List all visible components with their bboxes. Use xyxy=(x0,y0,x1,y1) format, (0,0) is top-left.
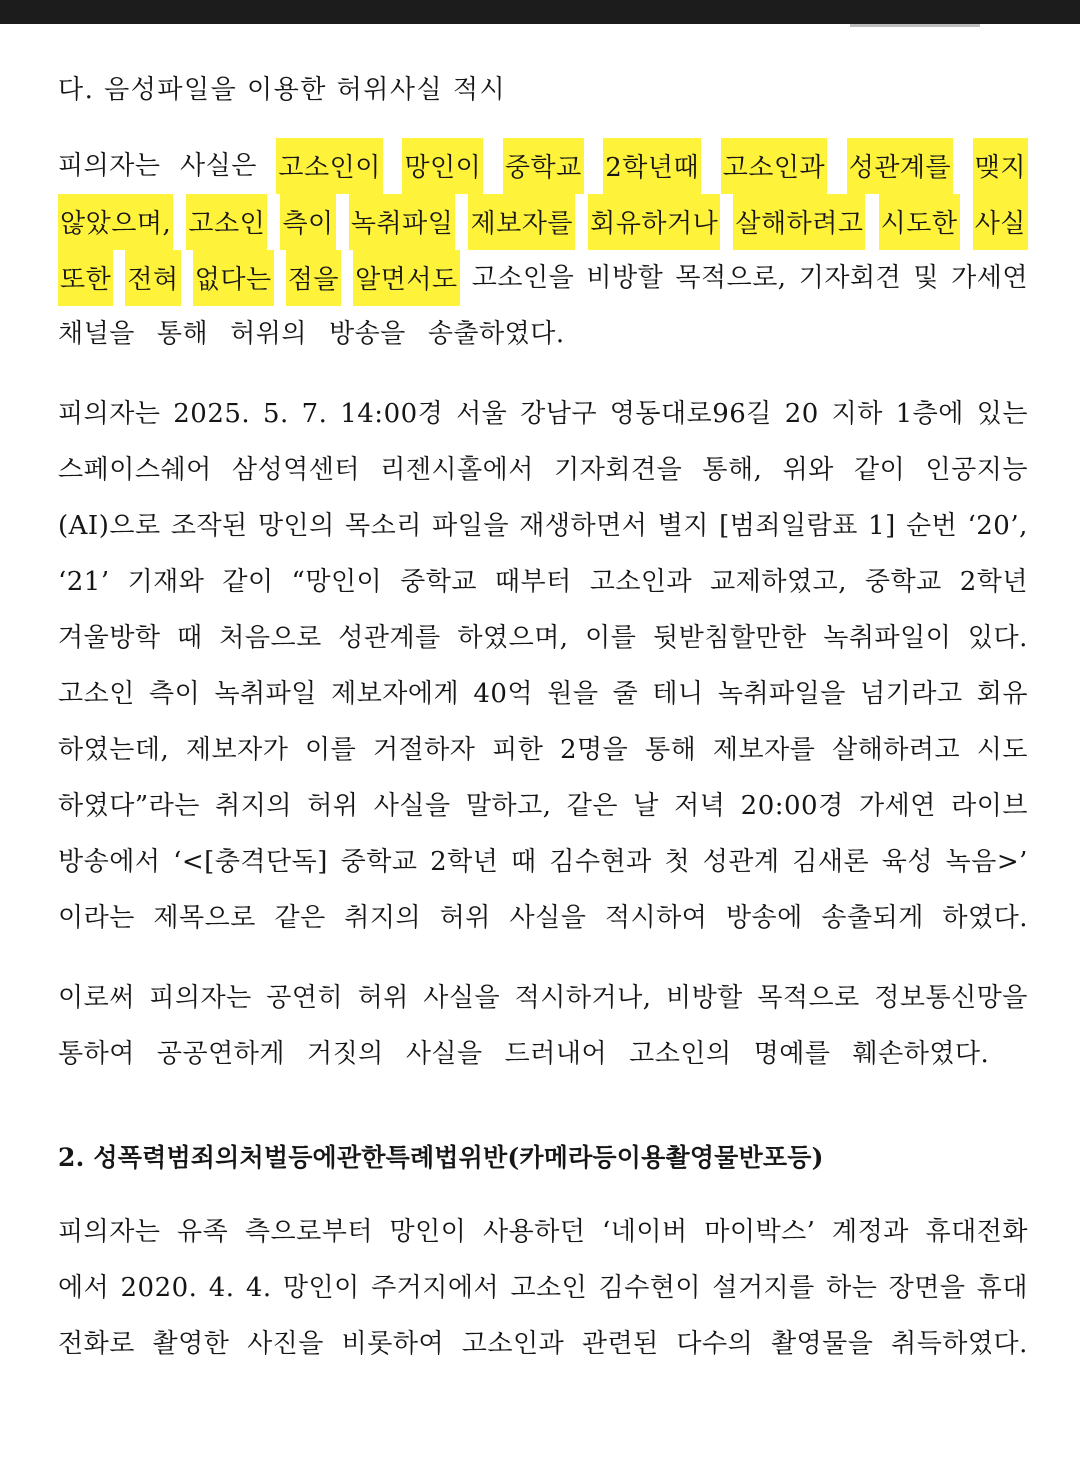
word: 망인이 xyxy=(282,1273,360,1303)
word: 및 xyxy=(913,263,939,293)
word: 별지 xyxy=(657,511,709,541)
word: 교제하였고, xyxy=(710,567,847,597)
highlighted-word: 고소인과 xyxy=(721,138,827,194)
word: 하였는데, xyxy=(58,735,170,765)
top-status-bar xyxy=(0,0,1080,24)
word: 피의자는 xyxy=(58,1217,161,1247)
word: 장면을 xyxy=(888,1273,966,1303)
text-line xyxy=(58,778,1028,834)
word: 40억 xyxy=(473,679,534,709)
word: 계정과 xyxy=(832,1217,909,1247)
word: 고소인과 xyxy=(589,567,693,597)
text-line xyxy=(58,498,1028,554)
document-page xyxy=(58,62,1028,1396)
word: 통해 xyxy=(644,735,697,765)
word: 4. xyxy=(245,1273,272,1303)
word: 촬영물을 xyxy=(770,1329,874,1359)
word: 피한 xyxy=(492,735,544,765)
word: 지하 xyxy=(831,399,883,429)
word: 유족 xyxy=(177,1217,229,1247)
word: 뒷받침할만한 xyxy=(652,623,807,653)
word: 제보자가 xyxy=(185,735,289,765)
highlighted-word: 제보자를 xyxy=(468,194,574,250)
word: 회유 xyxy=(976,679,1028,709)
word: 제보자에게 xyxy=(331,679,460,709)
word: 촬영한 xyxy=(152,1329,230,1359)
word: 전화로 xyxy=(58,1329,135,1359)
word: 가세연 xyxy=(951,263,1028,293)
word: 마이박스’ xyxy=(704,1217,816,1247)
word: (AI)으로 xyxy=(58,511,161,541)
word: 통해, xyxy=(702,455,763,485)
word: 공연히 xyxy=(266,983,344,1013)
word: 같이 xyxy=(854,455,906,485)
word: 다수의 xyxy=(676,1329,754,1359)
word: 적시하거나, xyxy=(514,983,652,1013)
word: 김새론 xyxy=(792,847,870,877)
word: 피의자는 xyxy=(58,399,161,429)
highlighted-word: 중학교 xyxy=(503,138,584,194)
word: 휴대 xyxy=(976,1273,1028,1303)
word: 측이 xyxy=(149,679,201,709)
highlighted-word: 측이 xyxy=(280,194,335,250)
highlighted-word: 녹취파일 xyxy=(349,194,455,250)
word: 거절하자 xyxy=(372,735,476,765)
word: 목적으로, xyxy=(675,263,787,293)
word: 하였다”라는 xyxy=(58,791,200,821)
word: 5. xyxy=(263,399,289,429)
word: 1층에 xyxy=(895,399,964,429)
word: 허위 xyxy=(439,903,491,933)
word: 사실을 xyxy=(509,903,587,933)
word: 피의자는 xyxy=(58,151,161,181)
word: ‘21’ xyxy=(58,567,110,597)
word: 이를 xyxy=(305,735,357,765)
word: 망인의 xyxy=(257,511,335,541)
text-line xyxy=(58,834,1028,890)
word: 거짓의 xyxy=(306,1039,384,1069)
word: 라이브 xyxy=(951,791,1028,821)
word: 조작된 xyxy=(170,511,248,541)
highlighted-word: 또한 xyxy=(58,250,113,306)
paragraph xyxy=(58,970,1028,1082)
word: 허위 xyxy=(357,983,409,1013)
word: 하였으며, xyxy=(457,623,569,653)
word: 7. xyxy=(301,399,328,429)
text-line xyxy=(58,138,1028,194)
word: 채널을 xyxy=(58,319,135,349)
word: 2명을 xyxy=(560,735,629,765)
word: 성관계를 xyxy=(338,623,441,653)
word: 송출하였다. xyxy=(427,319,565,349)
word: 재생하면서 xyxy=(519,511,648,541)
word: 육성 xyxy=(881,847,933,877)
highlighted-word: 알면서도 xyxy=(353,250,459,306)
highlighted-word: 않았으며, xyxy=(58,194,173,250)
paragraph-after-heading xyxy=(58,1204,1028,1372)
word: 삼성역센터 xyxy=(231,455,360,485)
word: 20:00경 xyxy=(740,791,844,821)
word: 고소인 xyxy=(58,679,135,709)
word: 가세연 xyxy=(858,791,936,821)
text-line xyxy=(58,194,1028,250)
text-line xyxy=(58,1026,1028,1082)
word: 파일을 xyxy=(432,511,510,541)
highlighted-word: 회유하거나 xyxy=(588,194,720,250)
highlighted-word: 고소인 xyxy=(186,194,267,250)
word: 사실을 xyxy=(373,791,451,821)
text-line xyxy=(58,554,1028,610)
word: 20 xyxy=(784,399,819,429)
word: 취지의 xyxy=(344,903,422,933)
word: 같은 xyxy=(566,791,619,821)
highlighted-word: 고소인이 xyxy=(276,138,382,194)
word: 고소인 xyxy=(510,1273,588,1303)
word: 겨울방학 xyxy=(58,623,161,653)
paragraph xyxy=(58,138,1028,362)
word: 인공지능 xyxy=(925,455,1028,485)
word: 순번 xyxy=(906,511,958,541)
word: 같이 xyxy=(222,567,274,597)
text-line xyxy=(58,306,1028,362)
word: 취지의 xyxy=(215,791,292,821)
word: 같은 xyxy=(274,903,326,933)
word: 서울 xyxy=(456,399,508,429)
word: 날 xyxy=(633,791,659,821)
word: 4. xyxy=(208,1273,235,1303)
word: 원을 xyxy=(547,679,599,709)
highlighted-word: 망인이 xyxy=(402,138,483,194)
word: 설거지를 xyxy=(712,1273,815,1303)
word: 사진을 xyxy=(247,1329,324,1359)
word: 넘기라고 xyxy=(860,679,963,709)
word: 때 xyxy=(177,623,203,653)
word: 송출되게 xyxy=(821,903,924,933)
text-line xyxy=(58,386,1028,442)
word: 있다. xyxy=(967,623,1028,653)
word: 성관계 xyxy=(702,847,780,877)
word: 스페이스쉐어 xyxy=(58,455,212,485)
word: 제보자를 xyxy=(712,735,816,765)
word: 피의자는 xyxy=(149,983,252,1013)
text-line xyxy=(58,610,1028,666)
word: 테니 xyxy=(652,679,704,709)
highlighted-word: 맺지 xyxy=(973,138,1028,194)
word: ‘<[충격단독] xyxy=(173,847,328,877)
word: 김수현이 xyxy=(598,1273,702,1303)
word: 사실을 xyxy=(423,983,501,1013)
word: 정보통신망을 xyxy=(874,983,1028,1013)
word: 녹음>’ xyxy=(945,847,1028,877)
word: 비롯하여 xyxy=(341,1329,445,1359)
word: 저녁 xyxy=(674,791,726,821)
word: 목소리 xyxy=(345,511,422,541)
word: 사실은 xyxy=(180,151,257,181)
word: 말하고, xyxy=(465,791,552,821)
word: 영동대로96길 xyxy=(609,399,772,429)
word: 방송에서 xyxy=(58,847,161,877)
word: 기재와 xyxy=(127,567,205,597)
word: 녹취파일 xyxy=(214,679,317,709)
paragraph xyxy=(58,1204,1028,1372)
word: 방송에 xyxy=(725,903,803,933)
highlighted-word: 2학년때 xyxy=(603,138,701,194)
word: 명예를 xyxy=(753,1039,831,1069)
word: 이라는 xyxy=(58,903,135,933)
word: 에서 xyxy=(58,1273,110,1303)
word: 비방할 xyxy=(665,983,743,1013)
word: 휴대전화 xyxy=(925,1217,1028,1247)
word: 취득하였다. xyxy=(891,1329,1028,1359)
word: 시도 xyxy=(976,735,1028,765)
word: 비방할 xyxy=(586,263,664,293)
text-line xyxy=(58,890,1028,946)
word: 김수현과 xyxy=(549,847,652,877)
word: 기자회견 xyxy=(798,263,902,293)
highlighted-word: 시도한 xyxy=(879,194,960,250)
word: “망인이 xyxy=(291,567,383,597)
text-line xyxy=(58,1260,1028,1316)
word: 첫 xyxy=(664,847,691,877)
word: 허위 xyxy=(307,791,359,821)
word: 2학년 xyxy=(430,847,499,877)
word: 중학교 xyxy=(864,567,942,597)
highlighted-word: 성관계를 xyxy=(847,138,953,194)
word: 관련된 xyxy=(581,1329,659,1359)
word: 위와 xyxy=(782,455,834,485)
word: 적시하여 xyxy=(604,903,708,933)
word: 2020. xyxy=(120,1273,198,1303)
word: 공공연하게 xyxy=(156,1039,285,1069)
word: 목적으로 xyxy=(757,983,860,1013)
word: 하였다. xyxy=(942,903,1028,933)
word: 때부터 xyxy=(494,567,572,597)
word: 강남구 xyxy=(520,399,597,429)
word: 훼손하였다. xyxy=(852,1039,990,1069)
word: ‘네이버 xyxy=(602,1217,688,1247)
paragraph xyxy=(58,386,1028,946)
word: 14:00경 xyxy=(340,399,444,429)
word: 살해하려고 xyxy=(832,735,961,765)
word: 있는 xyxy=(976,399,1028,429)
word: 허위의 xyxy=(230,319,307,349)
word: 측으로부터 xyxy=(244,1217,373,1247)
word: 통하여 xyxy=(58,1039,135,1069)
word: 드러내어 xyxy=(504,1039,608,1069)
document-body xyxy=(58,138,1028,1082)
word: 고소인의 xyxy=(629,1039,732,1069)
scan-artifact-mark xyxy=(850,24,980,27)
word: 고소인을 xyxy=(471,263,575,293)
text-line xyxy=(58,442,1028,498)
word: 때 xyxy=(511,847,537,877)
word: 2025. xyxy=(173,399,251,429)
word: 녹취파일을 xyxy=(717,679,846,709)
word: 줄 xyxy=(612,679,639,709)
highlighted-word: 없다는 xyxy=(193,250,274,306)
word: 주거지에서 xyxy=(371,1273,500,1303)
text-line xyxy=(58,666,1028,722)
word: 사실을 xyxy=(405,1039,483,1069)
word: 통해 xyxy=(156,319,209,349)
word: 2학년 xyxy=(959,567,1028,597)
word: 이로써 xyxy=(58,983,135,1013)
word: 중학교 xyxy=(340,847,418,877)
word: 사용하던 xyxy=(482,1217,586,1247)
word: 제목으로 xyxy=(153,903,256,933)
highlighted-word: 사실 xyxy=(973,194,1028,250)
section-heading-c: 다. 음성파일을 이용한 허위사실 적시 xyxy=(58,75,507,105)
text-line xyxy=(58,250,1028,306)
word: 녹취파일이 xyxy=(823,623,952,653)
text-line xyxy=(58,1316,1028,1372)
word: 망인이 xyxy=(389,1217,467,1247)
word: 고소인과 xyxy=(461,1329,565,1359)
word: 방송을 xyxy=(328,319,406,349)
word: 처음으로 xyxy=(219,623,322,653)
highlighted-word: 살해하려고 xyxy=(733,194,865,250)
section-heading-2: 2. 성폭력범죄의처벌등에관한특례법위반(카메라등이용촬영물반포등) xyxy=(58,1143,824,1172)
text-line xyxy=(58,1204,1028,1260)
highlighted-word: 전혀 xyxy=(125,250,180,306)
highlighted-word: 점을 xyxy=(286,250,341,306)
word: ‘20’, xyxy=(967,511,1028,541)
word: 이를 xyxy=(585,623,637,653)
word: [범죄일람표 xyxy=(719,511,858,541)
word: 기자회견을 xyxy=(554,455,683,485)
word: 하는 xyxy=(826,1273,878,1303)
word: 1] xyxy=(868,511,896,541)
text-line xyxy=(58,722,1028,778)
word: 리젠시홀에서 xyxy=(380,455,534,485)
word: 중학교 xyxy=(400,567,477,597)
text-line xyxy=(58,970,1028,1026)
